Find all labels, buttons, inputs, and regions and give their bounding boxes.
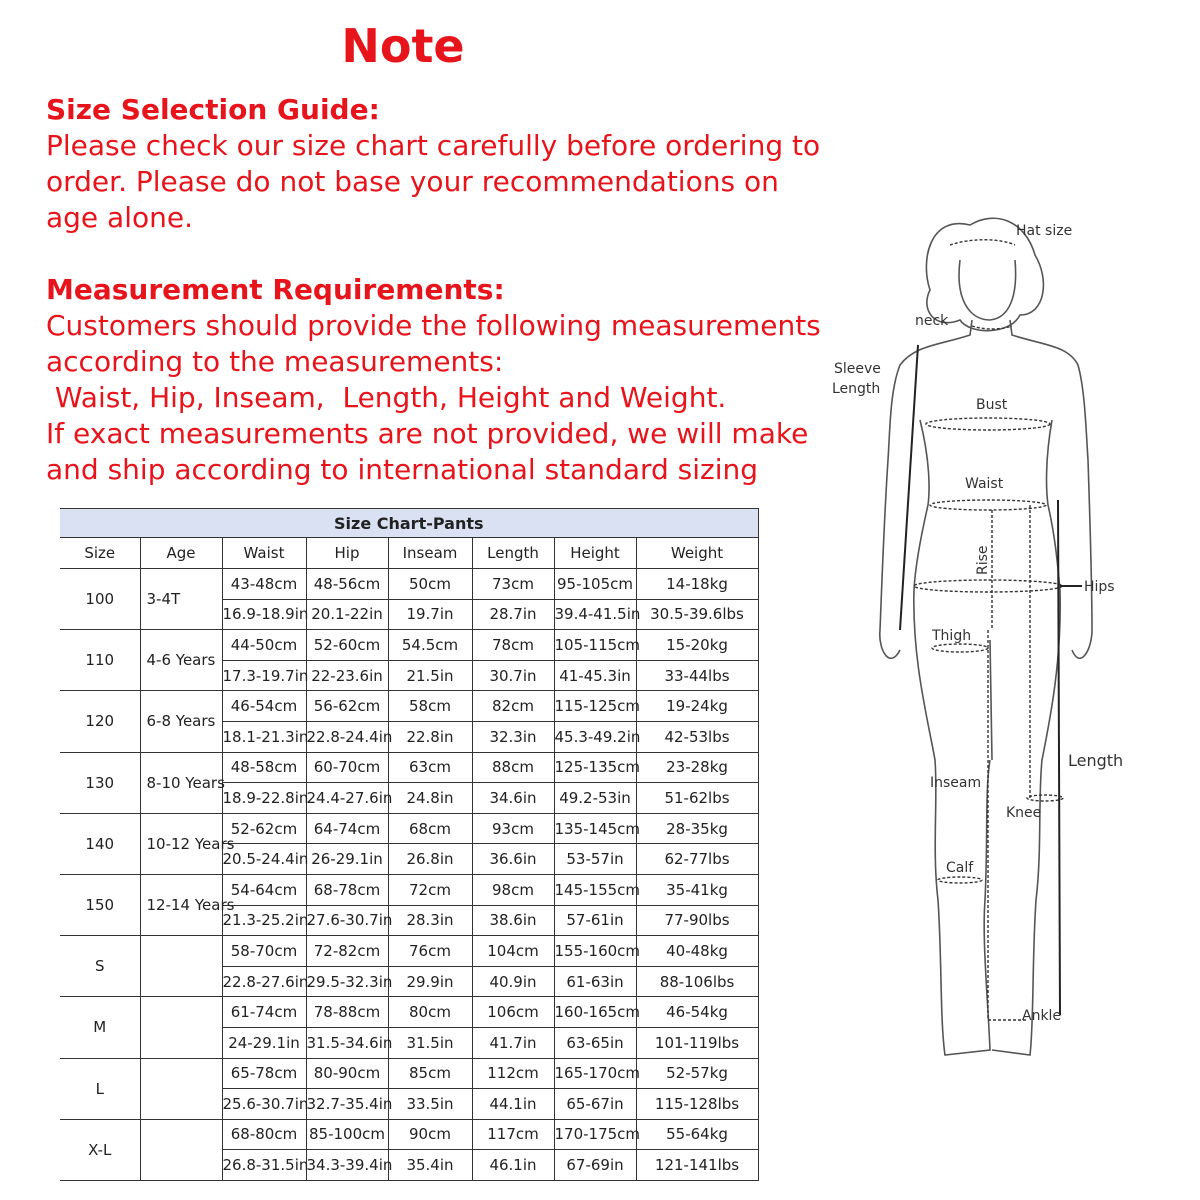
age-cell	[140, 936, 222, 997]
metric-cell: 23-28kg	[636, 752, 758, 783]
imperial-cell: 22-23.6in	[306, 660, 388, 691]
imperial-cell: 62-77lbs	[636, 844, 758, 875]
imperial-cell: 40.9in	[472, 966, 554, 997]
size-cell: 140	[60, 813, 140, 874]
imperial-cell: 44.1in	[472, 1089, 554, 1120]
imperial-cell: 51-62lbs	[636, 783, 758, 814]
column-header: Waist	[222, 538, 306, 569]
metric-cell: 78cm	[472, 630, 554, 661]
metric-cell: 135-145cm	[554, 813, 636, 844]
imperial-cell: 18.1-21.3in	[222, 721, 306, 752]
table-row	[60, 691, 758, 722]
imperial-cell: 77-90lbs	[636, 905, 758, 936]
metric-cell: 112cm	[472, 1058, 554, 1089]
size-guide-section	[46, 92, 820, 236]
imperial-cell: 63-65in	[554, 1027, 636, 1058]
metric-cell: 80-90cm	[306, 1058, 388, 1089]
imperial-cell: 121-141lbs	[636, 1150, 758, 1181]
table-caption: Size Chart-Pants	[60, 509, 758, 538]
imperial-cell: 45.3-49.2in	[554, 721, 636, 752]
column-header: Hip	[306, 538, 388, 569]
label-inseam: Inseam	[930, 775, 982, 791]
age-cell	[140, 997, 222, 1058]
size-cell: L	[60, 1058, 140, 1119]
label-neck: neck	[915, 313, 949, 329]
requirements-line: Waist, Hip, Inseam, Length, Height and Weight.	[46, 381, 727, 414]
imperial-cell: 42-53lbs	[636, 721, 758, 752]
imperial-cell: 21.3-25.2in	[222, 905, 306, 936]
metric-cell: 15-20kg	[636, 630, 758, 661]
imperial-cell: 17.3-19.7in	[222, 660, 306, 691]
imperial-cell: 30.7in	[472, 660, 554, 691]
imperial-cell: 61-63in	[554, 966, 636, 997]
table-row	[60, 1119, 758, 1150]
column-header: Height	[554, 538, 636, 569]
size-cell: X-L	[60, 1119, 140, 1180]
note-title: Note	[341, 19, 465, 73]
imperial-cell: 22.8in	[388, 721, 472, 752]
imperial-cell: 21.5in	[388, 660, 472, 691]
imperial-cell: 46.1in	[472, 1150, 554, 1181]
metric-cell: 76cm	[388, 936, 472, 967]
imperial-cell: 22.8-27.6in	[222, 966, 306, 997]
metric-cell: 115-125cm	[554, 691, 636, 722]
metric-cell: 65-78cm	[222, 1058, 306, 1089]
table-body	[60, 569, 758, 1181]
label-waist: Waist	[965, 476, 1004, 492]
size-guide-line: Please check our size chart carefully before ordering to	[46, 129, 821, 162]
metric-cell: 55-64kg	[636, 1119, 758, 1150]
metric-cell: 68-80cm	[222, 1119, 306, 1150]
imperial-cell: 20.5-24.4in	[222, 844, 306, 875]
imperial-cell: 18.9-22.8in	[222, 783, 306, 814]
label-sleeve-length: Length	[832, 381, 881, 397]
label-rise: Rise	[975, 545, 991, 575]
metric-cell: 72cm	[388, 874, 472, 905]
age-cell: 12-14 Years	[140, 874, 222, 935]
imperial-cell: 29.5-32.3in	[306, 966, 388, 997]
metric-cell: 43-48cm	[222, 569, 306, 600]
metric-cell: 48-58cm	[222, 752, 306, 783]
imperial-cell: 65-67in	[554, 1089, 636, 1120]
metric-cell: 145-155cm	[554, 874, 636, 905]
size-cell: 100	[60, 569, 140, 630]
label-thigh: Thigh	[932, 628, 972, 644]
age-cell: 3-4T	[140, 569, 222, 630]
metric-cell: 68cm	[388, 813, 472, 844]
metric-cell: 54-64cm	[222, 874, 306, 905]
imperial-cell: 41-45.3in	[554, 660, 636, 691]
column-header: Size	[60, 538, 140, 569]
imperial-cell: 115-128lbs	[636, 1089, 758, 1120]
label-calf: Calf	[946, 860, 974, 876]
table-row	[60, 1058, 758, 1089]
imperial-cell: 57-61in	[554, 905, 636, 936]
metric-cell: 125-135cm	[554, 752, 636, 783]
imperial-cell: 26.8in	[388, 844, 472, 875]
age-cell: 10-12 Years	[140, 813, 222, 874]
label-ankle: Ankle	[1022, 1008, 1062, 1024]
metric-cell: 19-24kg	[636, 691, 758, 722]
metric-cell: 48-56cm	[306, 569, 388, 600]
age-cell	[140, 1058, 222, 1119]
requirements-line: according to the measurements:	[46, 345, 504, 378]
column-header: Inseam	[388, 538, 472, 569]
imperial-cell: 36.6in	[472, 844, 554, 875]
table-row	[60, 569, 758, 600]
imperial-cell: 26.8-31.5in	[222, 1150, 306, 1181]
imperial-cell: 35.4in	[388, 1150, 472, 1181]
metric-cell: 106cm	[472, 997, 554, 1028]
label-hat-size: Hat size	[1016, 223, 1073, 239]
imperial-cell: 20.1-22in	[306, 599, 388, 630]
age-cell: 8-10 Years	[140, 752, 222, 813]
imperial-cell: 101-119lbs	[636, 1027, 758, 1058]
table-row	[60, 630, 758, 661]
size-cell: S	[60, 936, 140, 997]
requirements-heading: Measurement Requirements:	[46, 273, 505, 306]
label-knee: Knee	[1006, 805, 1042, 821]
imperial-cell: 24.8in	[388, 783, 472, 814]
diagram-labels	[832, 223, 1123, 1024]
body-measurement-diagram	[820, 200, 1180, 1070]
metric-cell: 46-54kg	[636, 997, 758, 1028]
requirements-line: Customers should provide the following measurements	[46, 309, 821, 342]
imperial-cell: 38.6in	[472, 905, 554, 936]
imperial-cell: 22.8-24.4in	[306, 721, 388, 752]
size-cell: 120	[60, 691, 140, 752]
metric-cell: 35-41kg	[636, 874, 758, 905]
imperial-cell: 39.4-41.5in	[554, 599, 636, 630]
metric-cell: 73cm	[472, 569, 554, 600]
imperial-cell: 26-29.1in	[306, 844, 388, 875]
metric-cell: 105-115cm	[554, 630, 636, 661]
imperial-cell: 32.3in	[472, 721, 554, 752]
metric-cell: 82cm	[472, 691, 554, 722]
metric-cell: 54.5cm	[388, 630, 472, 661]
size-cell: M	[60, 997, 140, 1058]
metric-cell: 155-160cm	[554, 936, 636, 967]
metric-cell: 58-70cm	[222, 936, 306, 967]
imperial-cell: 31.5-34.6in	[306, 1027, 388, 1058]
metric-cell: 85-100cm	[306, 1119, 388, 1150]
metric-cell: 104cm	[472, 936, 554, 967]
imperial-cell: 30.5-39.6lbs	[636, 599, 758, 630]
imperial-cell: 41.7in	[472, 1027, 554, 1058]
imperial-cell: 19.7in	[388, 599, 472, 630]
metric-cell: 58cm	[388, 691, 472, 722]
metric-cell: 60-70cm	[306, 752, 388, 783]
metric-cell: 46-54cm	[222, 691, 306, 722]
imperial-cell: 33-44lbs	[636, 660, 758, 691]
metric-cell: 78-88cm	[306, 997, 388, 1028]
metric-cell: 170-175cm	[554, 1119, 636, 1150]
metric-cell: 52-62cm	[222, 813, 306, 844]
metric-cell: 88cm	[472, 752, 554, 783]
metric-cell: 80cm	[388, 997, 472, 1028]
size-guide-line: age alone.	[46, 201, 193, 234]
measurement-requirements-section	[46, 272, 821, 488]
metric-cell: 14-18kg	[636, 569, 758, 600]
column-header: Age	[140, 538, 222, 569]
imperial-cell: 33.5in	[388, 1089, 472, 1120]
size-guide-heading: Size Selection Guide:	[46, 93, 380, 126]
metric-cell: 85cm	[388, 1058, 472, 1089]
metric-cell: 90cm	[388, 1119, 472, 1150]
imperial-cell: 32.7-35.4in	[306, 1089, 388, 1120]
imperial-cell: 67-69in	[554, 1150, 636, 1181]
imperial-cell: 24.4-27.6in	[306, 783, 388, 814]
imperial-cell: 28.3in	[388, 905, 472, 936]
table-header-row	[60, 538, 758, 569]
size-guide-line: order. Please do not base your recommendations on	[46, 165, 779, 198]
size-cell: 150	[60, 874, 140, 935]
metric-cell: 52-57kg	[636, 1058, 758, 1089]
label-sleeve: Sleeve	[834, 361, 881, 377]
metric-cell: 56-62cm	[306, 691, 388, 722]
metric-cell: 28-35kg	[636, 813, 758, 844]
requirements-line: If exact measurements are not provided, we will make	[46, 417, 809, 450]
metric-cell: 160-165cm	[554, 997, 636, 1028]
table-row	[60, 874, 758, 905]
imperial-cell: 29.9in	[388, 966, 472, 997]
imperial-cell: 34.3-39.4in	[306, 1150, 388, 1181]
imperial-cell: 53-57in	[554, 844, 636, 875]
size-cell: 110	[60, 630, 140, 691]
table-row	[60, 997, 758, 1028]
table-row	[60, 813, 758, 844]
table-row	[60, 936, 758, 967]
metric-cell: 52-60cm	[306, 630, 388, 661]
label-hips: Hips	[1084, 579, 1115, 595]
column-header: Weight	[636, 538, 758, 569]
metric-cell: 40-48kg	[636, 936, 758, 967]
metric-cell: 68-78cm	[306, 874, 388, 905]
label-bust: Bust	[976, 397, 1008, 413]
label-length: Length	[1068, 751, 1124, 770]
imperial-cell: 25.6-30.7in	[222, 1089, 306, 1120]
age-cell: 6-8 Years	[140, 691, 222, 752]
requirements-line: and ship according to international standard sizing	[46, 453, 759, 486]
size-chart-table	[60, 508, 759, 1181]
metric-cell: 63cm	[388, 752, 472, 783]
metric-cell: 95-105cm	[554, 569, 636, 600]
metric-cell: 117cm	[472, 1119, 554, 1150]
column-header: Length	[472, 538, 554, 569]
imperial-cell: 27.6-30.7in	[306, 905, 388, 936]
table-row	[60, 752, 758, 783]
metric-cell: 72-82cm	[306, 936, 388, 967]
imperial-cell: 49.2-53in	[554, 783, 636, 814]
metric-cell: 64-74cm	[306, 813, 388, 844]
metric-cell: 50cm	[388, 569, 472, 600]
metric-cell: 44-50cm	[222, 630, 306, 661]
imperial-cell: 16.9-18.9in	[222, 599, 306, 630]
imperial-cell: 24-29.1in	[222, 1027, 306, 1058]
imperial-cell: 88-106lbs	[636, 966, 758, 997]
age-cell	[140, 1119, 222, 1180]
metric-cell: 61-74cm	[222, 997, 306, 1028]
imperial-cell: 34.6in	[472, 783, 554, 814]
metric-cell: 165-170cm	[554, 1058, 636, 1089]
age-cell: 4-6 Years	[140, 630, 222, 691]
imperial-cell: 31.5in	[388, 1027, 472, 1058]
size-cell: 130	[60, 752, 140, 813]
metric-cell: 93cm	[472, 813, 554, 844]
metric-cell: 98cm	[472, 874, 554, 905]
imperial-cell: 28.7in	[472, 599, 554, 630]
